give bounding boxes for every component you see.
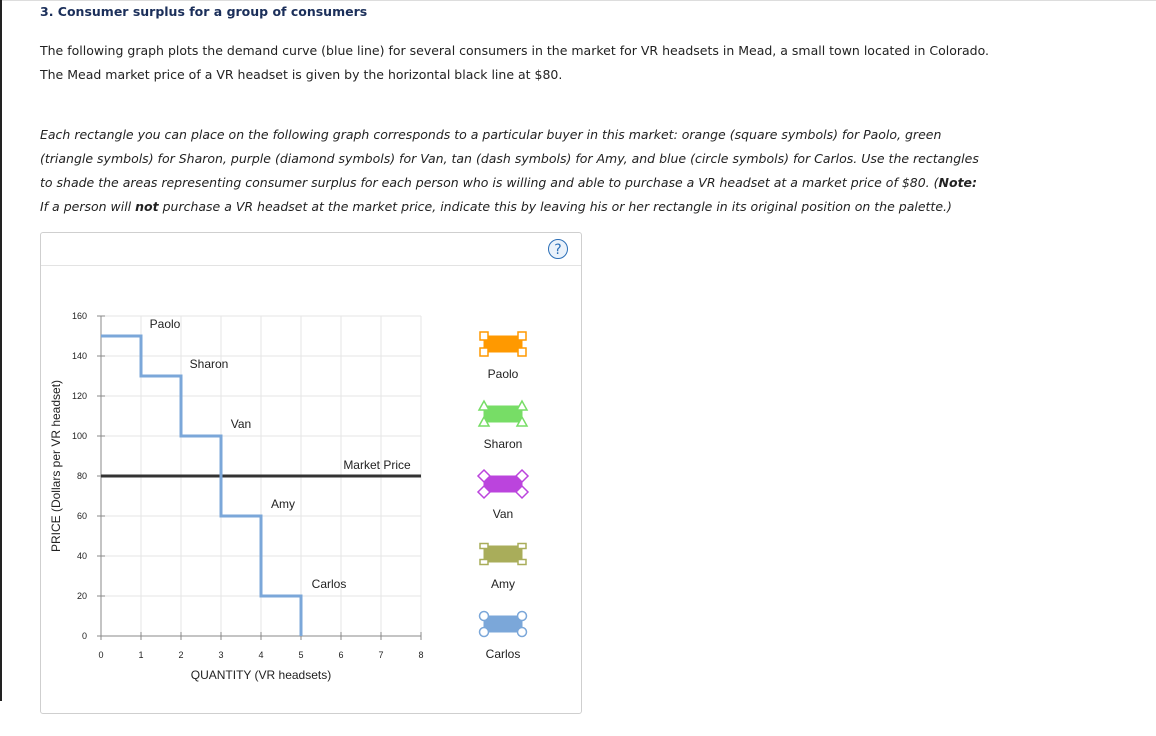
note-label: Note:	[938, 175, 978, 190]
x-tick-label: 3	[218, 650, 224, 660]
palette-rect-body[interactable]	[484, 546, 522, 562]
graph-panel-header	[41, 233, 581, 266]
y-tick-label: 100	[71, 431, 87, 441]
x-tick-label: 1	[138, 650, 144, 660]
instructions-line-3: to shade the areas representing consumer surplus for each person who is willing and able to purchase a VR headset at a market price of $80. (	[40, 175, 939, 190]
handle-circle-icon[interactable]	[480, 612, 489, 621]
intro-paragraph	[40, 39, 1040, 87]
instructions-line-4a: If a person will	[40, 199, 136, 214]
x-tick-label: 6	[338, 650, 344, 660]
x-tick-label: 2	[178, 650, 184, 660]
handle-circle-icon[interactable]	[518, 628, 527, 637]
handle-square-icon[interactable]	[518, 332, 526, 340]
y-tick-label: 160	[71, 311, 87, 321]
y-tick-label: 140	[71, 351, 87, 361]
y-tick-label: 80	[76, 471, 87, 481]
help-icon[interactable]: ?	[548, 239, 568, 259]
y-tick-label: 40	[76, 551, 87, 561]
palette-rect-body[interactable]	[484, 476, 522, 492]
handle-circle-icon[interactable]	[518, 612, 527, 621]
y-axis-label: PRICE (Dollars per VR headset)	[49, 379, 63, 553]
top-divider	[2, 0, 1156, 1]
handle-dash-icon[interactable]	[480, 544, 488, 549]
consumer-label-paolo: Paolo	[149, 317, 181, 331]
instructions-line-2: (triangle symbols) for Sharon, purple (diamond symbols) for Van, tan (dash symbols) for Amy, and blue (circle symbols) for Carlos. Use the rectangles	[40, 151, 979, 166]
palette-rect-carlos[interactable]	[480, 612, 527, 637]
palette-rect-paolo[interactable]	[480, 332, 526, 356]
y-tick-label: 0	[81, 631, 87, 641]
market-price-label: Market Price	[343, 458, 411, 472]
demand-curve	[101, 336, 301, 636]
x-tick-label: 4	[258, 650, 264, 660]
handle-square-icon[interactable]	[480, 332, 488, 340]
palette-rect-sharon[interactable]	[479, 401, 527, 426]
not-emphasis: not	[135, 199, 159, 214]
graph-panel	[40, 232, 582, 714]
handle-dash-icon[interactable]	[518, 544, 526, 549]
x-tick-label: 7	[378, 650, 384, 660]
handle-dash-icon[interactable]	[480, 560, 488, 565]
handle-dash-icon[interactable]	[518, 560, 526, 565]
palette-label-carlos: Carlos	[485, 647, 521, 661]
palette-label-van: Van	[492, 507, 514, 521]
consumer-surplus-chart	[41, 266, 581, 736]
y-tick-label: 120	[71, 391, 87, 401]
palette-rect-amy[interactable]	[480, 544, 526, 565]
instructions-paragraph	[40, 123, 980, 219]
left-border	[0, 0, 2, 701]
consumer-label-carlos: Carlos	[311, 577, 347, 591]
palette-rect-body[interactable]	[484, 406, 522, 422]
y-tick-label: 60	[76, 511, 87, 521]
palette-rect-body[interactable]	[484, 336, 522, 352]
x-axis-label: QUANTITY (VR headsets)	[190, 668, 332, 682]
x-tick-label: 0	[98, 650, 104, 660]
intro-line-2: The Mead market price of a VR headset is given by the horizontal black line at $80.	[40, 67, 563, 82]
instructions-line-1: Each rectangle you can place on the following graph corresponds to a particular buyer in this market: orange (square symbols) for Paolo, green	[40, 127, 942, 142]
x-tick-label: 8	[418, 650, 424, 660]
consumer-label-van: Van	[230, 417, 252, 431]
handle-square-icon[interactable]	[480, 348, 488, 356]
palette-rect-body[interactable]	[484, 616, 522, 632]
palette-label-sharon: Sharon	[483, 437, 523, 451]
handle-square-icon[interactable]	[518, 348, 526, 356]
palette-rect-van[interactable]	[478, 470, 528, 498]
instructions-line-4b: purchase a VR headset at the market price, indicate this by leaving his or her rectangle in its original position on the palette.)	[158, 199, 952, 214]
handle-circle-icon[interactable]	[480, 628, 489, 637]
consumer-label-amy: Amy	[271, 497, 295, 511]
consumer-label-sharon: Sharon	[189, 357, 229, 371]
intro-line-1: The following graph plots the demand curve (blue line) for several consumers in the market for VR headsets in Mead, a small town located in Colorado.	[40, 43, 989, 58]
palette-label-paolo: Paolo	[487, 367, 519, 381]
question-title: 3. Consumer surplus for a group of consumers	[40, 4, 368, 19]
x-tick-label: 5	[298, 650, 304, 660]
palette-label-amy: Amy	[491, 577, 515, 591]
y-tick-label: 20	[76, 591, 87, 601]
